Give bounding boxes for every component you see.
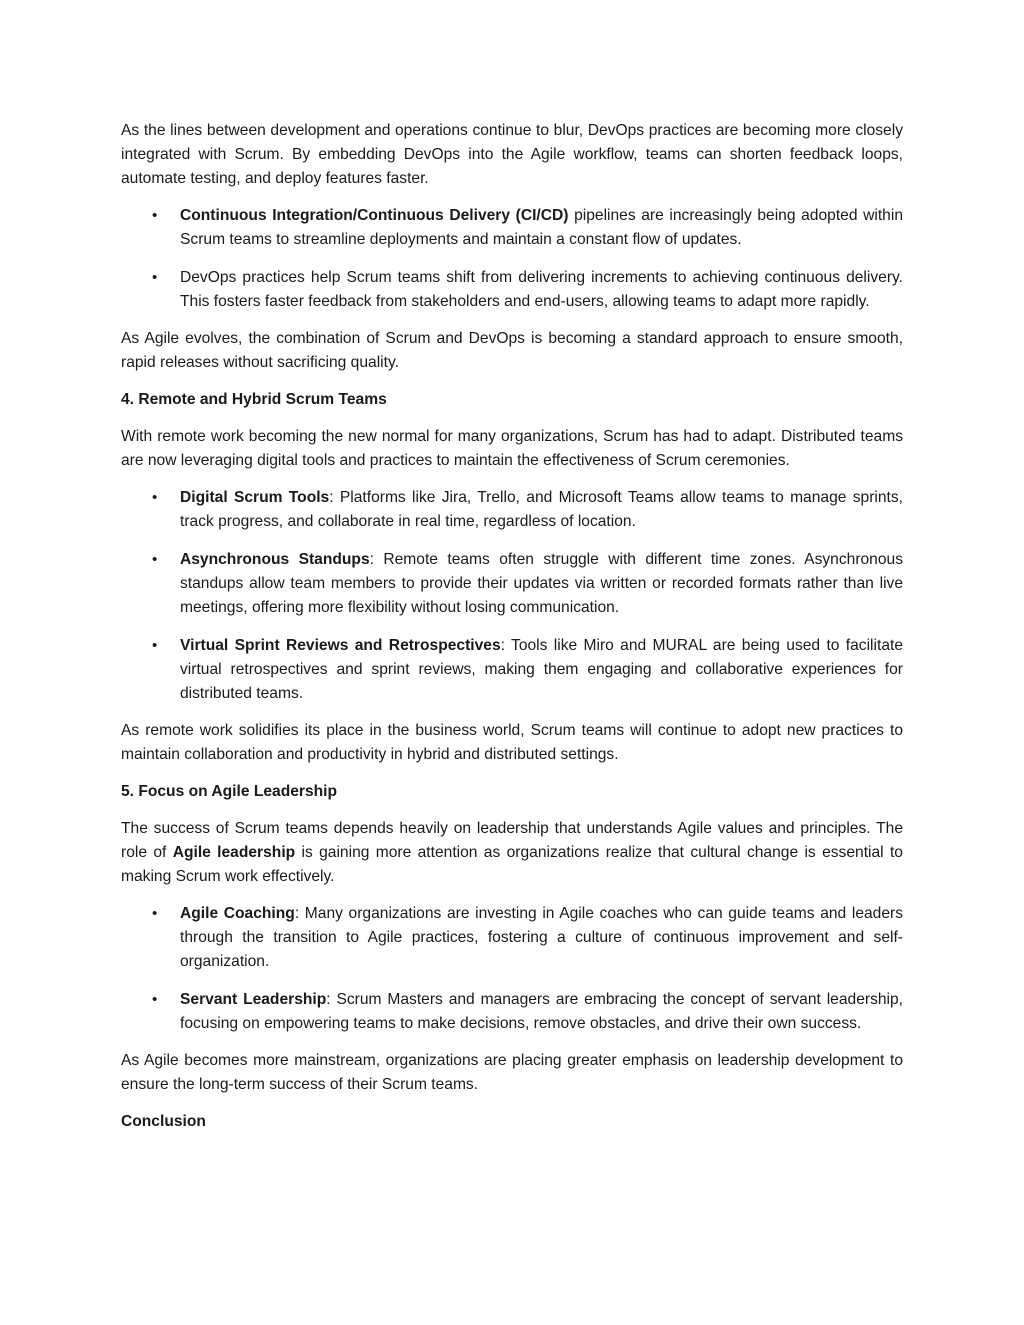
section-heading-conclusion: Conclusion — [121, 1113, 206, 1130]
list-item-term: Digital Scrum Tools — [180, 489, 330, 506]
devops-bullet-list — [121, 204, 903, 314]
bullet-icon: • — [152, 905, 158, 922]
list-item — [121, 204, 903, 252]
section-heading-agile-leadership: 5. Focus on Agile Leadership — [121, 783, 338, 800]
bullet-icon: • — [152, 207, 158, 224]
list-item-term: Continuous Integration/Continuous Delivery (CI/CD) — [180, 207, 569, 224]
leadership-intro-text-end: is gaining more attention as organizations realize that cultural change is essential to making Scrum work effectively. — [121, 844, 903, 885]
list-item-text: : Remote teams often struggle with different time zones. Asynchronous standups allow team members to provide their updates via written or recorded formats rather than live meetings, offering more flexibility without losing communication. — [180, 551, 904, 616]
list-item-text: pipelines are increasingly being adopted within Scrum teams to streamline deployments and maintain a constant flow of updates. — [180, 207, 903, 248]
list-item-text: : Tools like Miro and MURAL are being used to facilitate virtual retrospectives and sprint reviews, making them engaging and collaborative experiences for distributed teams. — [180, 637, 903, 702]
bullet-icon: • — [152, 991, 158, 1008]
list-item — [121, 634, 903, 706]
list-item — [121, 548, 903, 620]
list-item-term: Servant Leadership — [180, 991, 327, 1008]
leadership-intro-paragraph — [121, 817, 903, 889]
bullet-icon: • — [152, 269, 158, 286]
list-item-text: DevOps practices help Scrum teams shift from delivering increments to achieving continuous delivery. This fosters faster feedback from stakeholders and end-users, allowing teams to adapt more rapidly. — [180, 269, 903, 310]
bullet-icon: • — [152, 637, 158, 654]
section-heading-remote-hybrid: 4. Remote and Hybrid Scrum Teams — [121, 391, 387, 408]
devops-summary-paragraph: As Agile evolves, the combination of Scrum and DevOps is becoming a standard approach to ensure smooth, rapid releases without sacrificing quality. — [121, 330, 903, 371]
list-item-term: Virtual Sprint Reviews and Retrospectives — [180, 637, 501, 654]
remote-intro-paragraph: With remote work becoming the new normal for many organizations, Scrum has had to adapt. Distributed teams are now leveraging digital tools and practices to maintain the effectiveness of Scrum ceremonies. — [121, 428, 903, 469]
leadership-intro-term: Agile leadership — [172, 844, 296, 861]
list-item-text: : Many organizations are investing in Agile coaches who can guide teams and leaders through the transition to Agile practices, fostering a culture of continuous improvement and self-organization. — [180, 905, 904, 970]
leadership-intro-text-start: The success of Scrum teams depends heavily on leadership that understands Agile values and principles. The role of — [121, 820, 903, 861]
bullet-icon: • — [152, 489, 158, 506]
list-item — [121, 902, 903, 974]
leadership-bullet-list — [121, 902, 903, 1036]
bullet-icon: • — [152, 551, 158, 568]
remote-bullet-list — [121, 486, 903, 706]
devops-intro-paragraph: As the lines between development and operations continue to blur, DevOps practices are becoming more closely integrated with Scrum. By embedding DevOps into the Agile workflow, teams can shorten feedback loops, automate testing, and deploy features faster. — [121, 122, 903, 187]
list-item — [121, 988, 903, 1036]
remote-summary-paragraph: As remote work solidifies its place in the business world, Scrum teams will continue to adopt new practices to maintain collaboration and productivity in hybrid and distributed settings. — [121, 722, 903, 763]
list-item-term: Agile Coaching — [180, 905, 295, 922]
list-item — [121, 486, 903, 534]
leadership-summary-paragraph: As Agile becomes more mainstream, organizations are placing greater emphasis on leadership development to ensure the long-term success of their Scrum teams. — [121, 1052, 903, 1093]
list-item-text: : Scrum Masters and managers are embracing the concept of servant leadership, focusing on empowering teams to make decisions, remove obstacles, and drive their own success. — [180, 991, 904, 1032]
list-item-term: Asynchronous Standups — [180, 551, 370, 568]
list-item-text: : Platforms like Jira, Trello, and Microsoft Teams allow teams to manage sprints, track progress, and collaborate in real time, regardless of location. — [180, 489, 903, 530]
document-page — [121, 119, 903, 1147]
list-item — [121, 266, 903, 314]
